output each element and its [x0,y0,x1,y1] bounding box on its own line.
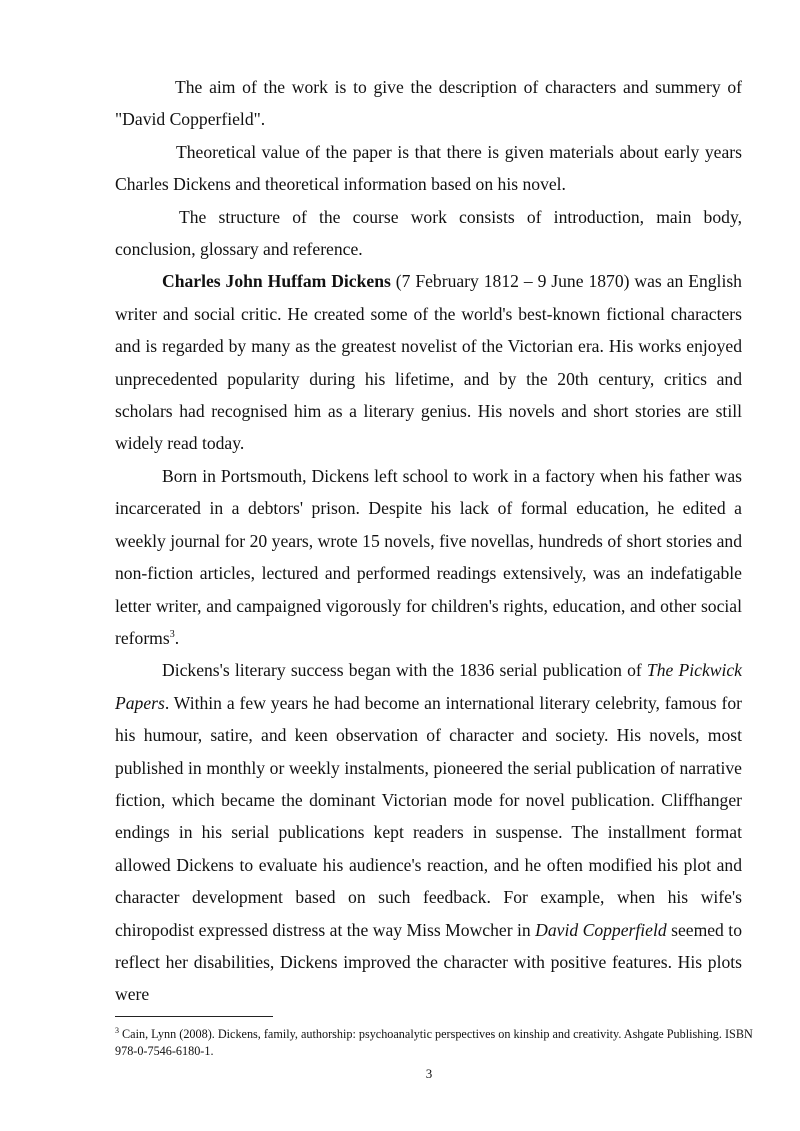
footnote-number: 3 [115,1026,119,1035]
footnote-separator [115,1016,273,1017]
page-number: 3 [425,1066,433,1081]
title-pickwick-papers: The Pickwick Papers [115,660,742,713]
dickens-intro-text: (7 February 1812 – 9 June 1870) was an English writer and social critic. He created some of the world's best-known fictional characters and is regarded by many as the greatest novelist of the Victorian era. His works enjoyed unprecedented popularity during his lifetime, and by the 20th century, critics and scholars had recognised him as a literary genius. His novels and short stories are still widely read today. [115,271,742,454]
paragraph-theoretical-value: Theoretical value of the paper is that there is given materials about early years Charles Dickens and theoretical information based on his novel. [115,141,742,195]
born-text-end: . [174,627,180,648]
paragraph-aim: The aim of the work is to give the description of characters and summery of "David Copperfield". [115,77,742,130]
footnote [115,1022,755,1060]
footnote-reference[interactable]: 3 [169,629,175,641]
title-david-copperfield: David Copperfield [535,919,667,940]
paragraph-literary-success [115,654,742,1010]
success-text-2: . Within a few years he had become an international literary celebrity, famous for his humour, satire, and keen observation of character and society. His novels, most published in monthly or weekly instalments, pioneered the serial publication of narrative fiction, which became the dominant Victorian mode for novel publication. Cliffhanger endings in his serial publications kept readers in suspense. The installment format allowed Dickens to evaluate his audience's reaction, and he often modified his plot and character development based on such feedback. For example, when his wife's chiropodist expressed distress at the way Miss Mowcher in [115,692,742,940]
body-text [115,71,742,1011]
paragraph-structure: The structure of the course work consists of introduction, main body, conclusion, glossary and reference. [115,206,742,260]
paragraph-born [115,460,742,654]
footnote-text: Cain, Lynn (2008). Dickens, family, authorship: psychoanalytic perspectives on kinship and creativity. Ashgate Publishing. ISBN 978-0-7546-6180-1. [115,1027,753,1059]
success-text-1: Dickens's literary success began with the 1836 serial publication of [162,660,647,681]
dickens-full-name: Charles John Huffam Dickens [162,271,391,292]
success-text-3: seemed to reflect her disabilities, Dickens improved the character with positive features. His plots were [115,919,742,1005]
paragraph-dickens-intro [115,265,742,459]
born-text: Born in Portsmouth, Dickens left school to work in a factory when his father was incarcerated in a debtors' prison. Despite his lack of formal education, he edited a weekly journal for 20 years, wrote 15 novels, five novellas, hundreds of short stories and non-fiction articles, lectured and performed readings extensively, was an indefatigable letter writer, and campaigned vigorously for children's rights, education, and other social reforms [115,465,742,648]
